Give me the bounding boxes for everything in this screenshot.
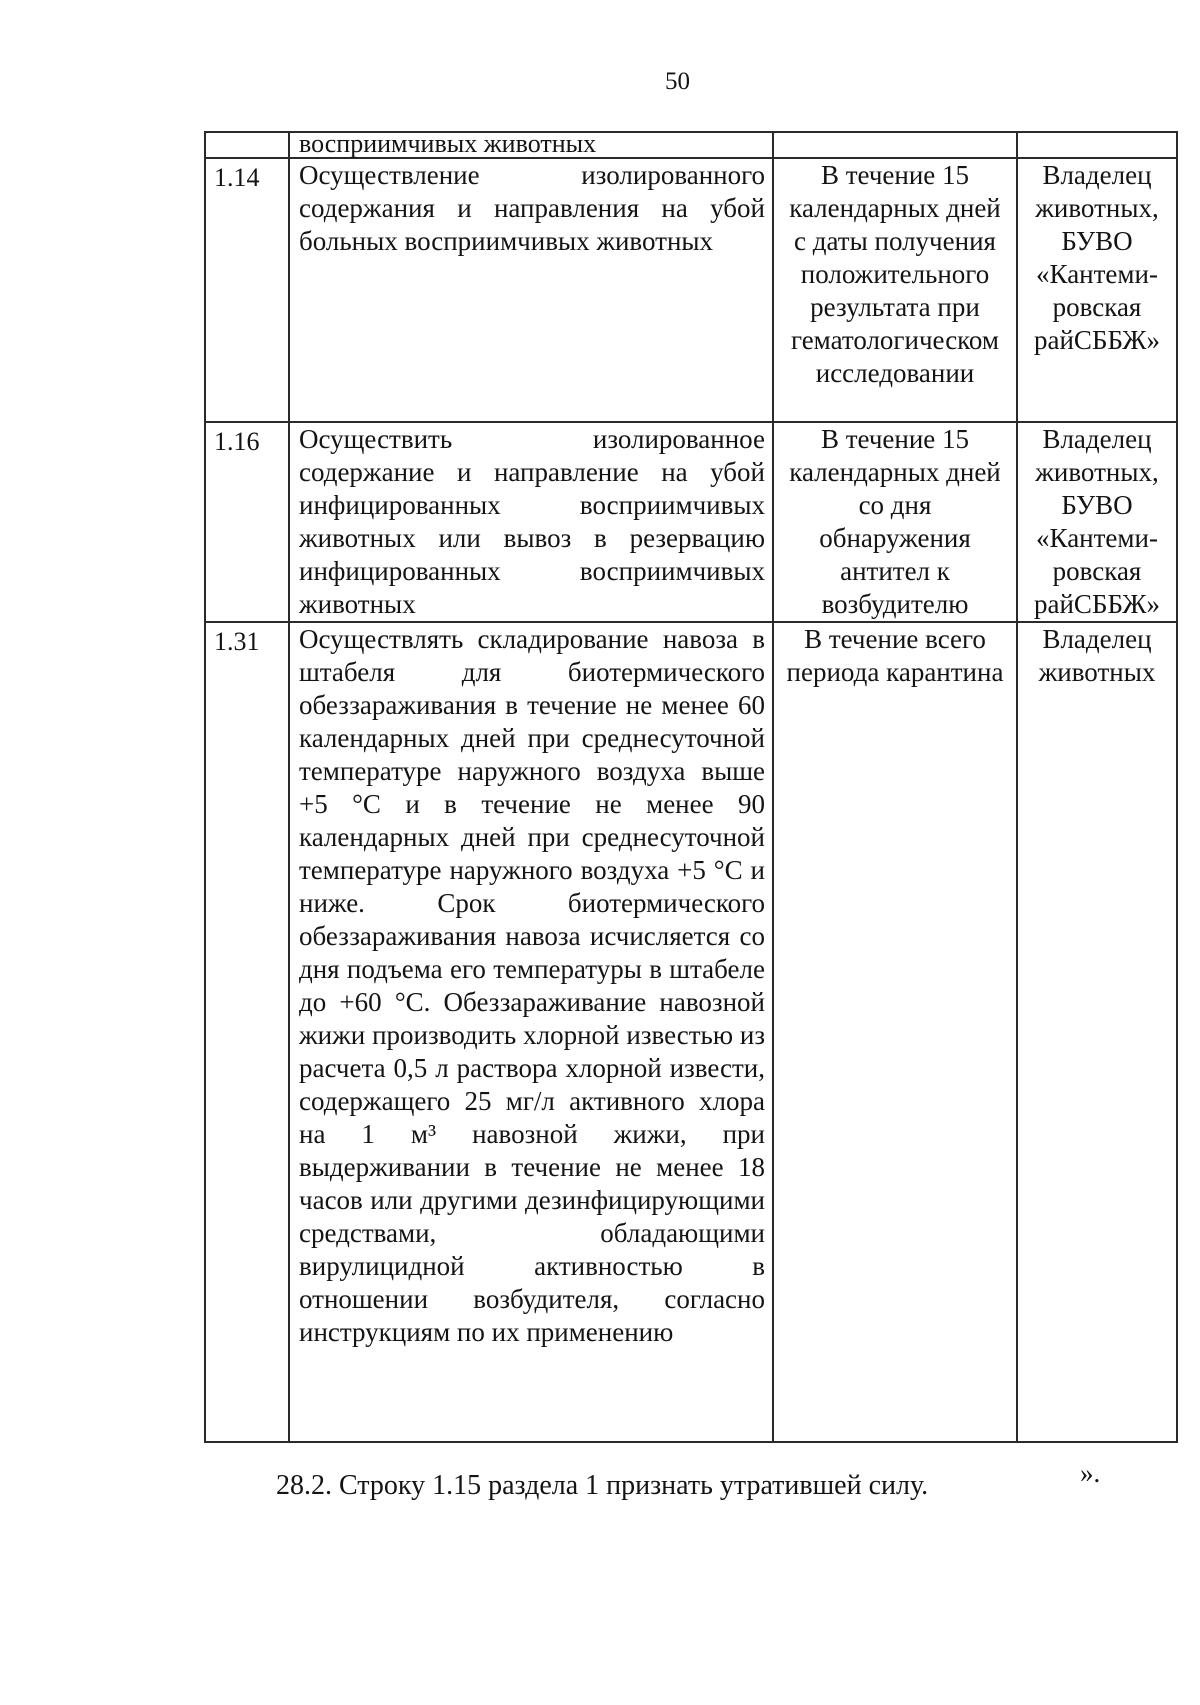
row-action: Осуществить изолированное содержание и направление на убой инфицированных восприимчивых животных или вывоз в резервацию инфицированных восприимчивых животных [289, 422, 773, 622]
cell-action: восприимчивых животных [289, 132, 773, 158]
row-term: В течение 15 календарных дней с даты получения положительного результата при гематологическом исследовании [773, 158, 1017, 422]
row-action: Осуществлять складирование навоза в штабеля для биотермического обеззараживания в течение не менее 60 календарных дней при среднесуточной температуре наружного воздуха выше +5 °С и в течение не менее 90 календарных дней при среднесуточной температуре наружного воздуха +5 °С и ниже. Срок биотермического обеззараживания навоза исчисляется со дня подъема его температуры в штабеле до +60 °С. Обеззараживание навозной жижи производить хлорной известью из расчета 0,5 л раствора хлорной извести, содержащего 25 мг/л активного хлора на 1 м³ навозной жижи, при выдерживании в течение не менее 18 часов или другими дезинфицирующими средствами, обладающими вирулицидной активностью в отношении возбудителя, согласно инструкциям по их применению [289, 622, 773, 1442]
table-row [205, 158, 1177, 422]
row-term: В течение 15 календарных дней со дня обнаружения антител к возбудителю [773, 422, 1017, 622]
table-row-continuation [205, 132, 1177, 158]
page-number: 50 [665, 68, 690, 95]
row-responsible: Владелец животных, БУВО «Кантеми-ровская райСББЖ» [1017, 422, 1177, 622]
row-number: 1.14 [205, 158, 289, 422]
cell-responsible [1017, 132, 1177, 158]
row-number: 1.31 [205, 622, 289, 1442]
measures-table [204, 131, 1178, 1443]
row-responsible: Владелец животных, БУВО «Кантеми-ровская райСББЖ» [1017, 158, 1177, 422]
table-row [205, 622, 1177, 1442]
row-number: 1.16 [205, 422, 289, 622]
table-row [205, 422, 1177, 622]
row-action: Осуществление изолированного содержания и направления на убой больных восприимчивых животных [289, 158, 773, 422]
closing-quote: ». [1080, 1458, 1101, 1488]
row-term: В течение всего периода карантина [773, 622, 1017, 1442]
cell-term [773, 132, 1017, 158]
row-responsible: Владелец животных [1017, 622, 1177, 1442]
cell-num [205, 132, 289, 158]
amendment-paragraph: 28.2. Строку 1.15 раздела 1 признать утратившей силу. [276, 1470, 929, 1501]
